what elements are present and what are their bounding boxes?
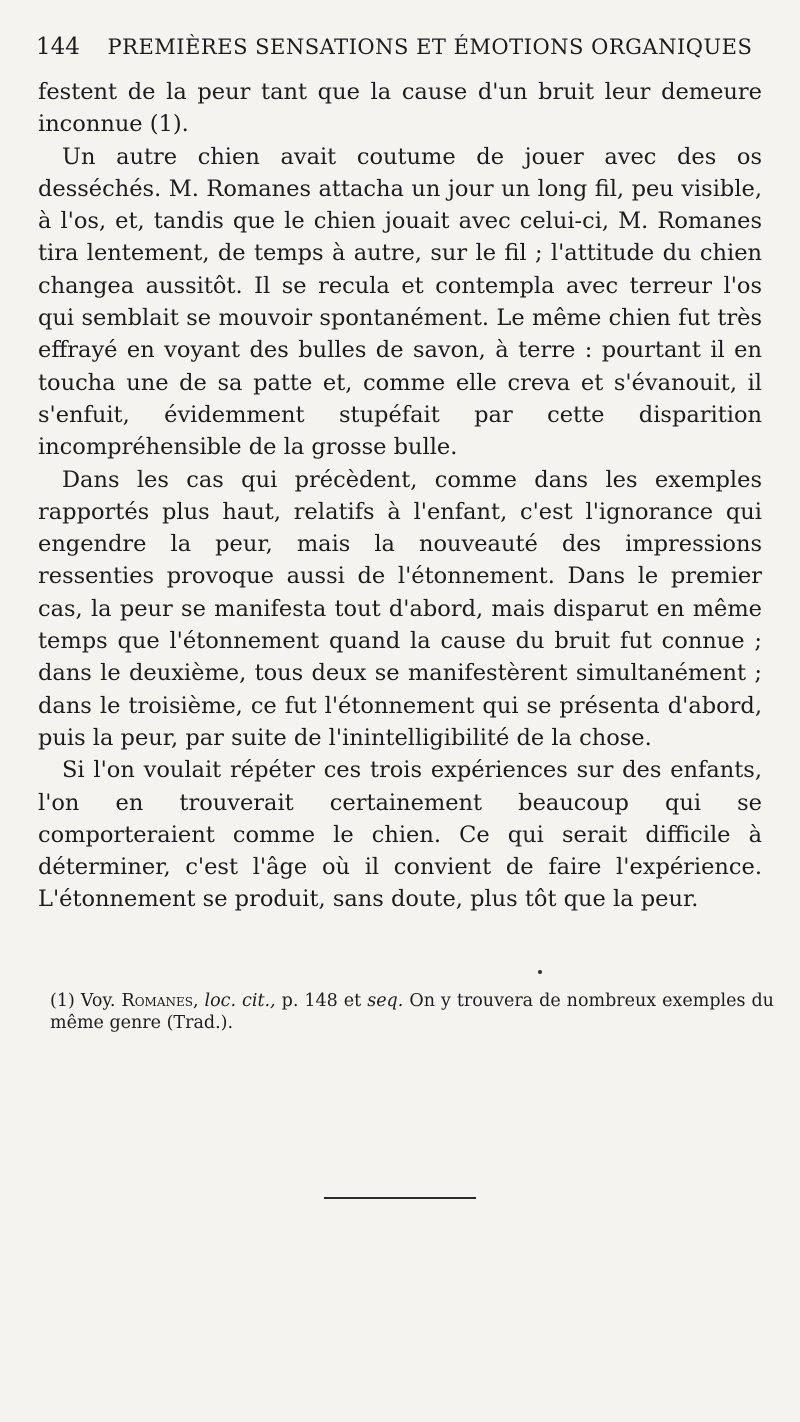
footnote-seq: seq. <box>367 991 404 1011</box>
footnote-ref: loc. cit., <box>204 991 276 1011</box>
footnote-pages: p. 148 et <box>281 991 362 1011</box>
page-number: 144 <box>36 34 80 60</box>
stray-mark <box>538 970 542 974</box>
paragraph-chien-os: Un autre chien avait coutume de jouer avec des os desséchés. M. Romanes attacha un jour un long fil, peu visible, à l'os, et, tandis que le chien jouait avec celui-ci, M. Romanes tira lentement, de temps à autre, sur le fil ; l'attitude du chien changea aussitôt. Il se recula et contempla avec terreur l'os qui semblait se mouvoir spontanément. Le même chien fut très effrayé en voyant des bulles de savon, à terre : pourtant il en toucha une de sa patte et, comme elle creva et s'évanouit, il s'enfuit, évidemment stupéfait par cette disparition incompréhensible de la grosse bulle. <box>38 143 762 461</box>
paragraph-cas-precedents: Dans les cas qui précèdent, comme dans les exemples rapportés plus haut, relatifs à l'enfant, c'est l'ignorance qui engendre la peur, mais la nouveauté des impressions ressenties provoque aussi de l'étonnement. Dans le premier cas, la peur se manifesta tout d'abord, mais disparut en même temps que l'étonnement quand la cause du bruit fut connue ; dans le deuxième, tous deux se manifestèrent simultanément ; dans le troisième, ce fut l'étonnement qui se présenta d'abord, puis la peur, par suite de l'inintelligibilité de la chose. <box>38 466 762 751</box>
footnote-author: Romanes, <box>121 991 199 1011</box>
footnote <box>50 990 774 1034</box>
running-header <box>36 34 762 60</box>
paragraph-experiences-enfants: Si l'on voulait répéter ces trois expériences sur des enfants, l'on en trouverait certainement beaucoup qui se comporteraient comme le chien. Ce qui serait difficile à déterminer, c'est l'âge où il convient de faire l'expérience. L'étonnement se produit, sans doute, plus tôt que la peur. <box>38 757 762 913</box>
footnote-marker: (1) Voy. <box>50 991 116 1011</box>
closing-rule <box>324 1197 476 1199</box>
paragraph-continuation: festent de la peur tant que la cause d'un bruit leur demeure inconnue (1). <box>38 79 762 138</box>
footnote-rest: On y trouvera de nombreux exemples du même genre (Trad.). <box>50 991 774 1033</box>
body-text <box>38 76 762 916</box>
running-title: PREMIÈRES SENSATIONS ET ÉMOTIONS ORGANIQUES <box>107 35 753 59</box>
